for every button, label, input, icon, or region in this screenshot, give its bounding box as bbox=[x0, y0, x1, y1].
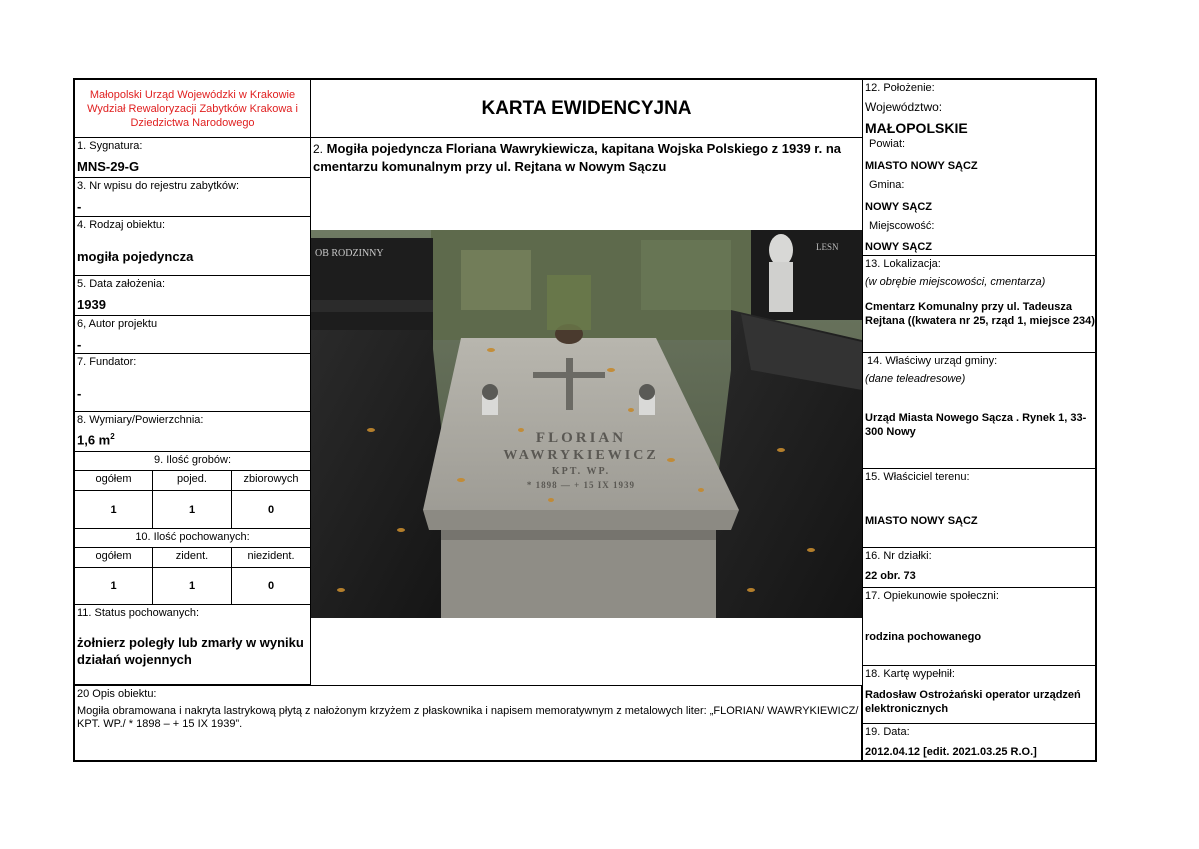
buried-header-identified: zident. bbox=[153, 548, 232, 568]
type-cell bbox=[75, 217, 311, 276]
localization-hint: (w obrębie miejscowości, cmentarza) bbox=[865, 276, 1046, 288]
dimensions-label: 8. Wymiary/Powierzchnia: bbox=[77, 414, 204, 426]
voivodeship-label: Województwo: bbox=[865, 100, 943, 114]
photo-bottom-space bbox=[311, 618, 862, 685]
localization-cell bbox=[862, 256, 1097, 353]
register-label: 3. Nr wpisu do rejestru zabytków: bbox=[77, 180, 240, 192]
graves-header-collective: zbiorowych bbox=[232, 471, 311, 491]
buried-identified: 1 bbox=[153, 568, 232, 605]
location-cell bbox=[862, 80, 1097, 256]
guardians-label: 17. Opiekunowie społeczni: bbox=[865, 590, 999, 602]
card-title-cell bbox=[311, 80, 862, 138]
office-hint: (dane teleadresowe) bbox=[865, 373, 966, 385]
status-value: żołnierz poległy lub zmarły w wyniku działań wojennych bbox=[77, 635, 304, 667]
office-header bbox=[75, 80, 311, 138]
founder-label: 7. Fundator: bbox=[77, 356, 137, 368]
filled-by-value: Radosław Ostrożański operator urządzeń elektronicznych bbox=[865, 689, 1081, 715]
bg-stone-text-right: LESN bbox=[816, 242, 839, 252]
plot-value: 22 obr. 73 bbox=[865, 570, 916, 582]
fill-date-value: 2012.04.12 [edit. 2021.03.25 R.O.] bbox=[865, 746, 1037, 758]
graves-total: 1 bbox=[75, 491, 153, 529]
date-value: 1939 bbox=[77, 297, 106, 312]
commune-value: NOWY SĄCZ bbox=[865, 201, 933, 213]
commune-label: Gmina: bbox=[869, 179, 905, 191]
stone-inscription-1: FLORIAN bbox=[535, 430, 627, 446]
graves-collective: 0 bbox=[232, 491, 311, 529]
signature-label: 1. Sygnatura: bbox=[77, 140, 143, 152]
localization-value: Cmentarz Komunalny przy ul. Tadeusza Rejtana ((kwatera nr 25, rząd 1, miejsce 234) bbox=[865, 301, 1095, 327]
grave-photo bbox=[311, 230, 862, 618]
object-name: 2. Mogiła pojedyncza Floriana Wawrykiewicza, kapitana Wojska Polskiego z 1939 r. na cmentarzu komunalnym przy ul. Rejtana w Nowym Sączu bbox=[313, 141, 842, 174]
date-cell bbox=[75, 276, 311, 316]
status-cell bbox=[75, 605, 311, 685]
founder-value: - bbox=[77, 386, 82, 401]
plot-cell bbox=[862, 548, 1097, 588]
office-value: Urząd Miasta Nowego Sącza . Rynek 1, 33-300 Nowy bbox=[865, 412, 1087, 438]
status-label: 11. Status pochowanych: bbox=[77, 607, 200, 619]
owner-cell bbox=[862, 469, 1097, 548]
voivodeship-value: MAŁOPOLSKIE bbox=[865, 120, 968, 136]
graves-header-single: pojed. bbox=[153, 471, 232, 491]
filled-by-cell bbox=[862, 666, 1097, 724]
author-label: 6, Autor projektu bbox=[77, 318, 158, 330]
county-value: MIASTO NOWY SĄCZ bbox=[865, 160, 978, 172]
bg-stone-text: OB RODZINNY bbox=[315, 248, 384, 259]
register-value: - bbox=[77, 199, 82, 214]
object-name-cell bbox=[311, 138, 862, 230]
buried-header-total: ogółem bbox=[75, 548, 153, 568]
filled-by-label: 18. Kartę wypełnił: bbox=[865, 668, 955, 680]
date-label: 5. Data założenia: bbox=[77, 278, 166, 290]
signature-cell bbox=[75, 138, 311, 178]
dimensions-cell bbox=[75, 412, 311, 452]
type-label: 4. Rodzaj obiektu: bbox=[77, 219, 166, 231]
owner-value: MIASTO NOWY SĄCZ bbox=[865, 515, 978, 527]
author-value: - bbox=[77, 337, 82, 352]
locality-label: Miejscowość: bbox=[869, 220, 935, 232]
buried-label: 10. Ilość pochowanych: bbox=[75, 529, 311, 548]
guardians-value: rodzina pochowanego bbox=[865, 631, 982, 643]
description-cell bbox=[75, 685, 862, 762]
author-cell bbox=[75, 316, 311, 354]
card-title: KARTA EWIDENCYJNA bbox=[481, 97, 692, 119]
locality-value: NOWY SĄCZ bbox=[865, 241, 933, 253]
location-label: 12. Położenie: bbox=[865, 82, 935, 94]
stone-inscription-2: WAWRYKIEWICZ bbox=[503, 448, 659, 463]
graves-label: 9. Ilość grobów: bbox=[75, 452, 311, 471]
register-cell bbox=[75, 178, 311, 217]
county-label: Powiat: bbox=[869, 138, 906, 150]
description-label: 20 Opis obiektu: bbox=[77, 688, 157, 700]
owner-label: 15. Właściciel terenu: bbox=[865, 471, 970, 483]
office-label: 14. Właściwy urząd gminy: bbox=[867, 355, 998, 367]
grave-photo-image bbox=[311, 230, 862, 618]
founder-cell bbox=[75, 354, 311, 412]
type-value: mogiła pojedyncza bbox=[77, 249, 194, 264]
localization-label: 13. Lokalizacja: bbox=[865, 258, 941, 270]
office-cell bbox=[862, 353, 1097, 469]
signature-value: MNS-29-G bbox=[77, 159, 140, 174]
dimensions-value: 1,6 $m^2$ bbox=[77, 432, 115, 448]
description-text: Mogiła obramowana i nakryta lastrykową płytą z nałożonym krzyżem z płaskownika i napisem memoratywnym z metalowych liter: „FLORIAN/ WAWRYKIEWICZ/ KPT. WP./ * 1898 – + 15 IX 1939”. bbox=[77, 705, 859, 730]
buried-header-unidentified: niezident. bbox=[232, 548, 311, 568]
plot-label: 16. Nr działki: bbox=[865, 550, 932, 562]
office-name: Małopolski Urząd Wojewódzki w Krakowie Wydział Rewaloryzacji Zabytków Krakowa i Dziedzictwa Narodowego bbox=[87, 88, 298, 129]
record-card bbox=[73, 78, 1097, 762]
graves-header-total: ogółem bbox=[75, 471, 153, 491]
stone-inscription-3: KPT. WP. bbox=[551, 466, 611, 477]
stone-inscription-4: * 1898 — + 15 IX 1939 bbox=[526, 480, 636, 490]
fill-date-cell bbox=[862, 724, 1097, 762]
graves-single: 1 bbox=[153, 491, 232, 529]
buried-unidentified: 0 bbox=[232, 568, 311, 605]
guardians-cell bbox=[862, 588, 1097, 666]
fill-date-label: 19. Data: bbox=[865, 726, 910, 738]
buried-total: 1 bbox=[75, 568, 153, 605]
